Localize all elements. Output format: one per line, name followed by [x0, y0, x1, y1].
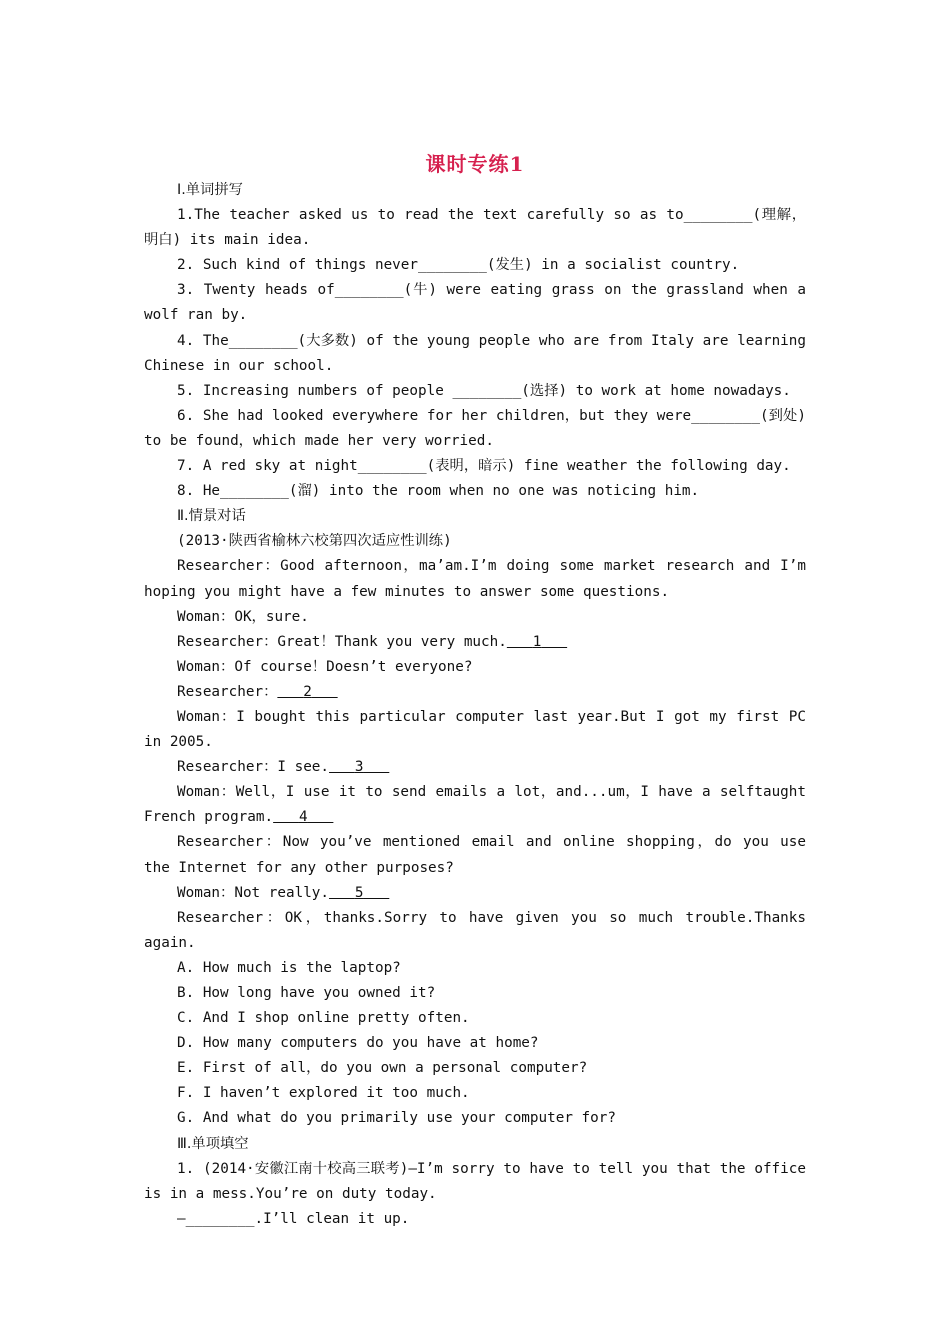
dialogue-text: Woman：I bought this particular computer last year.But I got my first PC in 2005. — [144, 708, 806, 751]
spelling-item-1: 1.The teacher asked us to read the text carefully so as to________(理解，明白) its main idea. — [144, 207, 806, 249]
dialogue-text: Woman：Of course！Doesn’t everyone? — [177, 658, 473, 675]
blank-3 — [329, 759, 389, 775]
spelling-item-7: 7. A red sky at night________(表明，暗示) fine weather the following day. — [177, 458, 791, 475]
dialogue-text: Researcher：Now you’ve mentioned email and online shopping，do you use the Internet for any other purposes? — [144, 834, 806, 876]
dialogue-line — [144, 655, 806, 680]
section-2-heading: Ⅱ.情景对话 — [177, 508, 246, 525]
dialogue-text: Woman：Not really. — [177, 884, 330, 901]
dialogue-line — [144, 630, 806, 655]
dialogue-text: Researcher： — [177, 683, 278, 700]
blank-1 — [507, 634, 567, 650]
blank-4 — [273, 809, 333, 825]
spelling-item-2: 2. Such kind of things never________(发生) in a socialist country. — [177, 257, 740, 274]
dialogue-line — [144, 554, 806, 604]
dialogue-text: Researcher：I see. — [177, 759, 330, 776]
spelling-item-4: 4. The________(大多数) of the young people who are from Italy are learning Chinese in our school. — [144, 332, 806, 374]
spelling-item-8: 8. He________(溜) into the room when no one was noticing him. — [177, 483, 700, 500]
spelling-item-5: 5. Increasing numbers of people ________(选择) to work at home nowadays. — [177, 382, 791, 399]
dialogue-line — [144, 830, 806, 880]
page-title: 课时专练1 — [425, 152, 525, 176]
option-b: B. How long have you owned it? — [177, 985, 436, 1001]
dialogue-text: Researcher：OK，thanks.Sorry to have given you so much trouble.Thanks again. — [144, 909, 806, 951]
option-e: E. First of all，do you own a personal computer? — [177, 1060, 588, 1077]
spelling-item-3: 3. Twenty heads of________(牛) were eating grass on the grassland when a wolf ran by. — [144, 282, 806, 324]
dialogue-line — [144, 680, 806, 705]
dialogue-text: Woman：OK，sure. — [177, 608, 309, 625]
mcq-1-question: 1. (2014·安徽江南十校高三联考)—I’m sorry to have to tell you that the office is in a mess.You’re on duty today. — [144, 1160, 806, 1202]
spelling-item-6: 6. She had looked everywhere for her children，but they were________(到处) to be found，which made her very worried. — [144, 407, 806, 449]
option-c: C. And I shop online pretty often. — [177, 1010, 470, 1027]
dialogue-line — [144, 755, 806, 780]
dialogue-text: Woman：Well，I use it to send emails a lot，and...um，I have a selftaught French program. — [144, 784, 806, 826]
section-1-heading: Ⅰ.单词拼写 — [177, 182, 243, 198]
blank-number: 3 — [354, 759, 364, 776]
option-g: G. And what do you primarily use your computer for? — [177, 1110, 616, 1127]
dialogue-line — [144, 780, 806, 830]
blank-5 — [329, 885, 389, 901]
section-3-heading: Ⅲ.单项填空 — [177, 1135, 249, 1152]
option-f: F. I haven’t explored it too much. — [177, 1085, 470, 1102]
blank-number: 5 — [354, 884, 364, 901]
dialogue-line — [144, 881, 806, 906]
blank-number: 1 — [532, 633, 542, 650]
blank-2 — [277, 684, 337, 700]
dialogue-text: Researcher：Great！Thank you very much. — [177, 633, 507, 650]
dialogue-line — [144, 605, 806, 630]
blank-number: 2 — [303, 683, 312, 700]
dialogue-text: Researcher：Good afternoon，ma’am.I’m doing some market research and I’m hoping you might have a few minutes to answer some questions. — [144, 558, 806, 600]
mcq-1-answer-line: —________.I’ll clean it up. — [177, 1210, 410, 1227]
blank-number: 4 — [298, 809, 308, 826]
document-body — [144, 178, 806, 1232]
option-d: D. How many computers do you have at home? — [177, 1035, 539, 1052]
option-a: A. How much is the laptop? — [177, 959, 401, 976]
dialogue-line — [144, 705, 806, 755]
section-2-source: (2013·陕西省榆林六校第四次适应性训练) — [177, 533, 452, 550]
dialogue-line — [144, 906, 806, 956]
